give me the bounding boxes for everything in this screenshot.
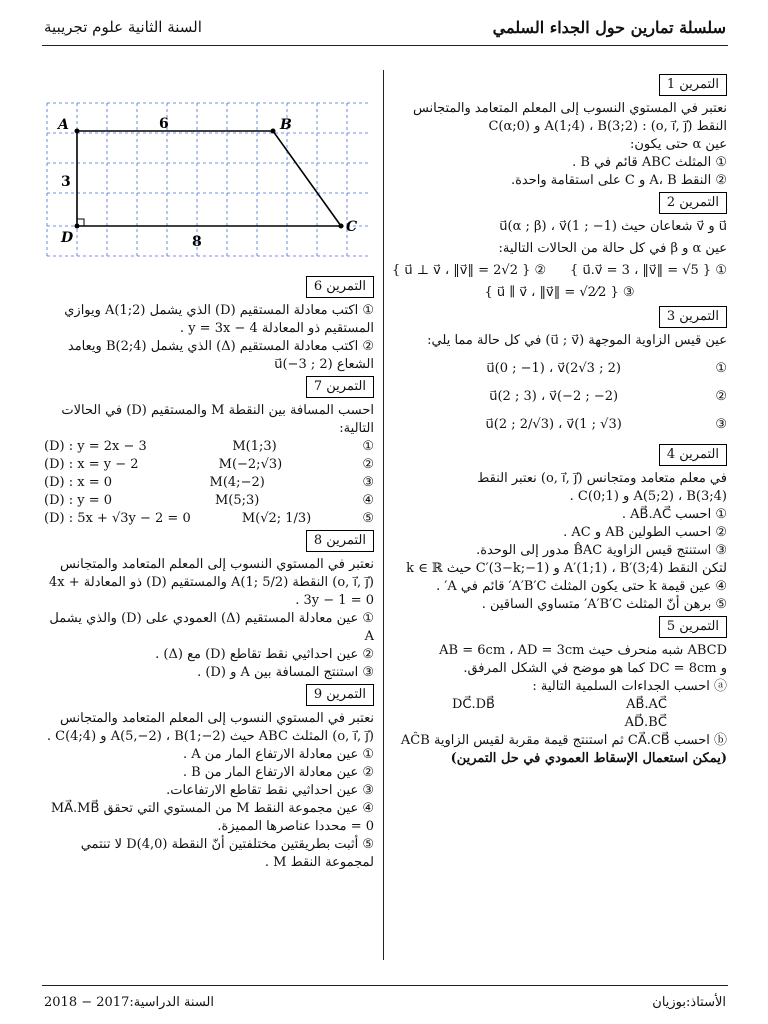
ex9-line2: ① عين معادلة الارتفاع المار من A . [183, 747, 374, 762]
ex7-row: ⑤ M(√2; 1/3) (D) : 5x + √3y − 2 = 0 [44, 511, 374, 526]
ex7-row: ② M(−2;√3) (D) : x = y − 2 [44, 457, 374, 472]
ex1-line1: نعتبر في المستوي النسوب إلى المعلم المتعامد والمتجانس [412, 101, 727, 116]
ex1-line5: ② النقط A، B و C على استقامة واحدة. [510, 173, 727, 188]
trapezoid-figure [44, 98, 374, 263]
ex5-line4: ⓑ احسب CA⃗.CB⃗ ثم استنتج قيمة مقربة لقيس الزاوية AĈB [400, 733, 727, 748]
exercise-7-title: التمرين 7 [306, 376, 374, 398]
ex7-line1: احسب المسافة بين النقطة M والمستقيم (D) في الحالات التالية: [61, 403, 374, 436]
exercise-2-title: التمرين 2 [659, 192, 727, 214]
ex4-line6: لتكن النقط A′(1;1) ، B′(3;4) و C′(3−k;−1) حيث k ∈ ℝ [406, 561, 727, 576]
ex5-prod3: AD⃗.BC⃗ [624, 715, 667, 730]
footer-rule [42, 985, 728, 986]
ex9-line4: ③ عين احداثيي نقط تقاطع الارتفاعات. [166, 783, 374, 798]
ex4-line2: A(5;2) ، B(3;4) و C(0;1) . [569, 489, 727, 504]
ex7-row: ④ M(5;3) (D) : y = 0 [44, 493, 374, 508]
ex4-line5: ③ استنتج قيس الزاوية B̂AC مدور إلى الوحدة. [476, 543, 727, 558]
exercise-6-title: التمرين 6 [306, 276, 374, 298]
ex7-row: ③ M(4;−2) (D) : x = 0 [44, 475, 374, 490]
label-B: B [280, 117, 292, 133]
ex8-line4: ③ استنتج المسافة بين A و (D) . [197, 665, 374, 680]
ex4-line4: ② احسب الطولين AB و AC . [563, 525, 727, 540]
ex2-line1: u⃗ و v⃗ شعاعان حيث u⃗(α ; β) ، v⃗(1 ; −1) [499, 219, 727, 234]
ex3-row3: u⃗(2 ; 2/√3) ، v⃗(1 ; √3) [485, 417, 622, 432]
right-column [392, 72, 727, 768]
ex3-num3: ③ [715, 417, 727, 432]
footer-year: السنة الدراسية:2017 − 2018 [44, 995, 215, 1010]
ex9-line3: ② عين معادلة الارتفاع المار من B . [182, 765, 374, 780]
ex7-list [44, 438, 374, 528]
exercise-3-title: التمرين 3 [659, 306, 727, 328]
exercise-8-title: التمرين 8 [306, 530, 374, 552]
ex7-row: ① M(1;3) (D) : y = 2x − 3 [44, 439, 374, 454]
ex1-line3: عين α حتى يكون: [630, 137, 727, 152]
column-divider [383, 70, 384, 960]
ex4-line1: في معلم متعامد ومتجانس (o, i⃗, j⃗) نعتبر النقط [477, 471, 727, 486]
ex8-line3: ② عين احداثيي نقط تقاطع (D) مع (Δ) . [155, 647, 374, 662]
header-class: السنة الثانية علوم تجريبية [44, 18, 202, 36]
label-top-length: 6 [159, 116, 169, 132]
ex2-case1: ① { u⃗.v⃗ = 3 ، ‖v⃗‖ = √5 } [570, 263, 727, 278]
ex5-line1: ABCD شبه منحرف حيث AB = 6cm ، AD = 3cm [439, 643, 727, 658]
ex2-line2: عين α و β في كل حالة من الحالات التالية: [498, 241, 727, 256]
ex6-line2: ② اكتب معادلة المستقيم (Δ) الذي يشمل B(2;4) ويعامد الشعاع u⃗(−3 ; 2) [67, 339, 374, 372]
ex1-line2: النقط (o, i⃗, j⃗) : A(1;4) ، B(3;2) و C(α;0) [488, 119, 727, 134]
label-left-length: 3 [61, 174, 71, 190]
exercise-5-title: التمرين 5 [659, 616, 727, 638]
label-bottom-length: 8 [192, 234, 202, 250]
exercise-9-title: التمرين 9 [306, 684, 374, 706]
ex3-row2: u⃗(2 ; 3) ، v⃗(−2 ; −2) [489, 389, 619, 404]
ex2-case2: ② { u⃗ ⊥ v⃗ ، ‖v⃗‖ = 2√2 } [392, 263, 547, 278]
ex5-prod1: AB⃗.AC⃗ [626, 697, 667, 712]
ex2-case3: ③ { u⃗ ∥ v⃗ ، ‖v⃗‖ = √2⁄2 } [484, 285, 635, 300]
ex1-line4: ① المثلث ABC قائم في B . [572, 155, 727, 170]
ex5-line5: (يمكن استعمال الإسقاط العمودي في حل التمرين) [450, 751, 727, 766]
header-rule [42, 45, 728, 46]
ex8-line2: ① عين معادلة المستقيم (Δ) العمودي على (D) والذي يشمل A [49, 611, 374, 644]
ex4-line3: ① احسب AB⃗.AC⃗ . [621, 507, 727, 522]
exercise-1-title: التمرين 1 [659, 74, 727, 96]
label-C: C [346, 219, 358, 235]
label-D: D [61, 230, 74, 246]
ex9-line1: نعتبر في المستوي النسوب إلى المعلم المتعامد والمتجانس (o, i⃗, j⃗) المثلث ABC حيث A(5,−2) ، B(1;−2) و C(4;4) . [46, 711, 374, 744]
page-header [44, 18, 726, 40]
ex3-num1: ① [715, 361, 727, 376]
ex9-line6: ⑤ أثبت بطريقتين مختلفتين أنّ النقطة D(4,0) لا تنتمي لمجموعة النقط M . [80, 837, 374, 870]
footer-teacher: الأستاذ:بوزيان [652, 995, 726, 1010]
ex5-line3: ⓐ احسب الجداءات السلمية التالية : [532, 679, 727, 694]
ex3-line1: عين قيس الزاوية الموجهة (u⃗ ; v⃗) في كل حالة مما يلي: [427, 333, 727, 348]
ex5-line2: و DC = 8cm كما هو موضح في الشكل المرفق. [463, 661, 727, 676]
ex6-line1: ① اكتب معادلة المستقيم (D) الذي يشمل A(1;2) ويوازي المستقيم ذو المعادلة y = 3x − 4 . [64, 303, 374, 336]
ex9-line5: ④ عين مجموعة النقط M من المستوي التي تحقق MA⃗.MB⃗ = 0 محددا عناصرها المميزة. [50, 801, 374, 834]
label-A: A [58, 117, 69, 133]
ex3-num2: ② [715, 389, 727, 404]
ex4-line8: ⑤ برهن أنّ المثلث A′B′C′ متساوي الساقين . [481, 597, 727, 612]
header-title: سلسلة تمارين حول الجداء السلمي [492, 18, 726, 37]
exercise-4-title: التمرين 4 [659, 444, 727, 466]
left-column [44, 274, 374, 872]
ex8-line1: نعتبر في المستوي النسوب إلى المعلم المتعامد والمتجانس (o, i⃗, j⃗) النقطة A(1; 5/2) والمستقيم (D) ذو المعادلة 4x + 3y − 1 = 0 . [49, 557, 374, 608]
ex4-line7: ④ عين قيمة k حتى يكون المثلث A′B′C′ قائم في A′ . [436, 579, 727, 594]
ex5-prod2: DC⃗.DB⃗ [452, 697, 495, 712]
ex3-row1: u⃗(0 ; −1) ، v⃗(2√3 ; 2) [486, 361, 621, 376]
